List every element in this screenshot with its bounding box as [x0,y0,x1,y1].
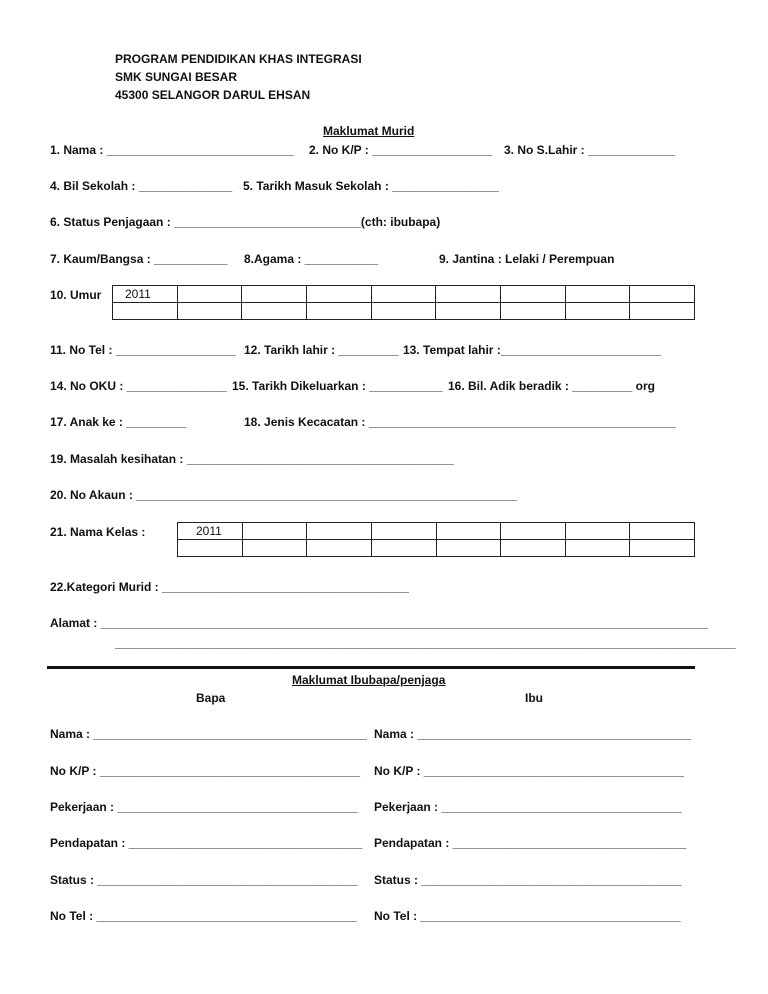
bapa-pendapatan: Pendapatan : ___________________________________ [50,836,363,850]
field-kategori-murid: 22.Kategori Murid : _____________________________________ [50,580,409,594]
umur-cell [371,286,436,303]
umur-cell [306,303,371,320]
field-umur-label: 10. Umur [50,288,102,302]
kelas-cell [630,540,695,557]
kelas-cell [307,540,372,557]
umur-table [112,285,695,320]
field-tarikh-lahir: 12. Tarikh lahir : _________ [244,343,399,357]
field-no-oku: 14. No OKU : _______________ [50,379,227,393]
field-status-penjagaan: 6. Status Penjagaan : ____________________________(cth: ibubapa) [50,215,441,229]
umur-cell [177,286,242,303]
umur-cell [500,286,565,303]
kelas-cell [501,540,566,557]
kelas-cell [371,523,436,540]
umur-cell [371,303,436,320]
column-heading-bapa: Bapa [196,691,226,705]
umur-cell [630,303,695,320]
umur-cell [242,286,307,303]
field-bil-adik-beradik: 16. Bil. Adik beradik : _________ org [448,379,655,393]
ibu-status: Status : _______________________________________ [374,873,682,887]
kelas-cell [436,523,501,540]
field-alamat-line2: _____________________________________________________________________________________________ [115,636,736,650]
field-no-kp: 2. No K/P : __________________ [309,143,493,157]
umur-cell [113,303,178,320]
umur-cell [630,286,695,303]
school-name: SMK SUNGAI BESAR [115,70,238,84]
section-divider [47,666,695,669]
ibu-nama: Nama : _________________________________________ [374,727,691,741]
field-jantina: 9. Jantina : Lelaki / Perempuan [439,252,615,266]
ibu-pekerjaan: Pekerjaan : ____________________________________ [374,800,682,814]
field-no-tel: 11. No Tel : __________________ [50,343,236,357]
umur-cell [177,303,242,320]
school-program-title: PROGRAM PENDIDIKAN KHAS INTEGRASI [115,52,362,66]
kelas-cell [242,540,307,557]
section-title-murid: Maklumat Murid [323,124,415,138]
field-tarikh-masuk-sekolah: 5. Tarikh Masuk Sekolah : ________________ [243,179,499,193]
ibu-pendapatan: Pendapatan : ___________________________________ [374,836,687,850]
field-tarikh-dikeluarkan: 15. Tarikh Dikeluarkan : ___________ [232,379,443,393]
column-heading-ibu: Ibu [525,691,543,705]
field-masalah-kesihatan: 19. Masalah kesihatan : ________________________________________ [50,452,454,466]
field-no-s-lahir: 3. No S.Lahir : _____________ [504,143,675,157]
bapa-nama: Nama : _________________________________________ [50,727,367,741]
umur-cell [565,286,630,303]
school-address: 45300 SELANGOR DARUL EHSAN [115,88,311,102]
umur-cell [500,303,565,320]
field-nama-kelas-label: 21. Nama Kelas : [50,525,146,539]
ibu-no-kp: No K/P : _______________________________________ [374,764,685,778]
kelas-cell [565,540,630,557]
field-agama: 8.Agama : ___________ [244,252,379,266]
kelas-cell [436,540,501,557]
kelas-cell [242,523,307,540]
nama-kelas-table [177,522,695,557]
umur-cell [436,286,501,303]
field-no-akaun: 20. No Akaun : _________________________________________________________ [50,488,517,502]
umur-cell [306,286,371,303]
umur-cell [242,303,307,320]
umur-cell [565,303,630,320]
field-nama: 1. Nama : ____________________________ [50,143,294,157]
field-kaum-bangsa: 7. Kaum/Bangsa : ___________ [50,252,228,266]
bapa-no-tel: No Tel : _______________________________________ [50,909,357,923]
field-tempat-lahir: 13. Tempat lahir :________________________ [403,343,661,357]
section-title-ibubapa: Maklumat Ibubapa/penjaga [292,673,446,687]
kelas-cell [565,523,630,540]
field-bil-sekolah: 4. Bil Sekolah : ______________ [50,179,233,193]
kelas-cell [307,523,372,540]
kelas-cell-year: 2011 [178,523,243,540]
bapa-no-kp: No K/P : _______________________________________ [50,764,361,778]
umur-cell-year: 2011 [113,286,178,303]
umur-cell [436,303,501,320]
bapa-pekerjaan: Pekerjaan : ____________________________________ [50,800,358,814]
kelas-cell [630,523,695,540]
kelas-cell [371,540,436,557]
kelas-cell [501,523,566,540]
bapa-status: Status : _______________________________________ [50,873,358,887]
kelas-cell [178,540,243,557]
ibu-no-tel: No Tel : _______________________________________ [374,909,681,923]
field-jenis-kecacatan: 18. Jenis Kecacatan : ______________________________________________ [244,415,676,429]
field-anak-ke: 17. Anak ke : _________ [50,415,187,429]
field-alamat: Alamat : ___________________________________________________________________________________________ [50,616,708,630]
